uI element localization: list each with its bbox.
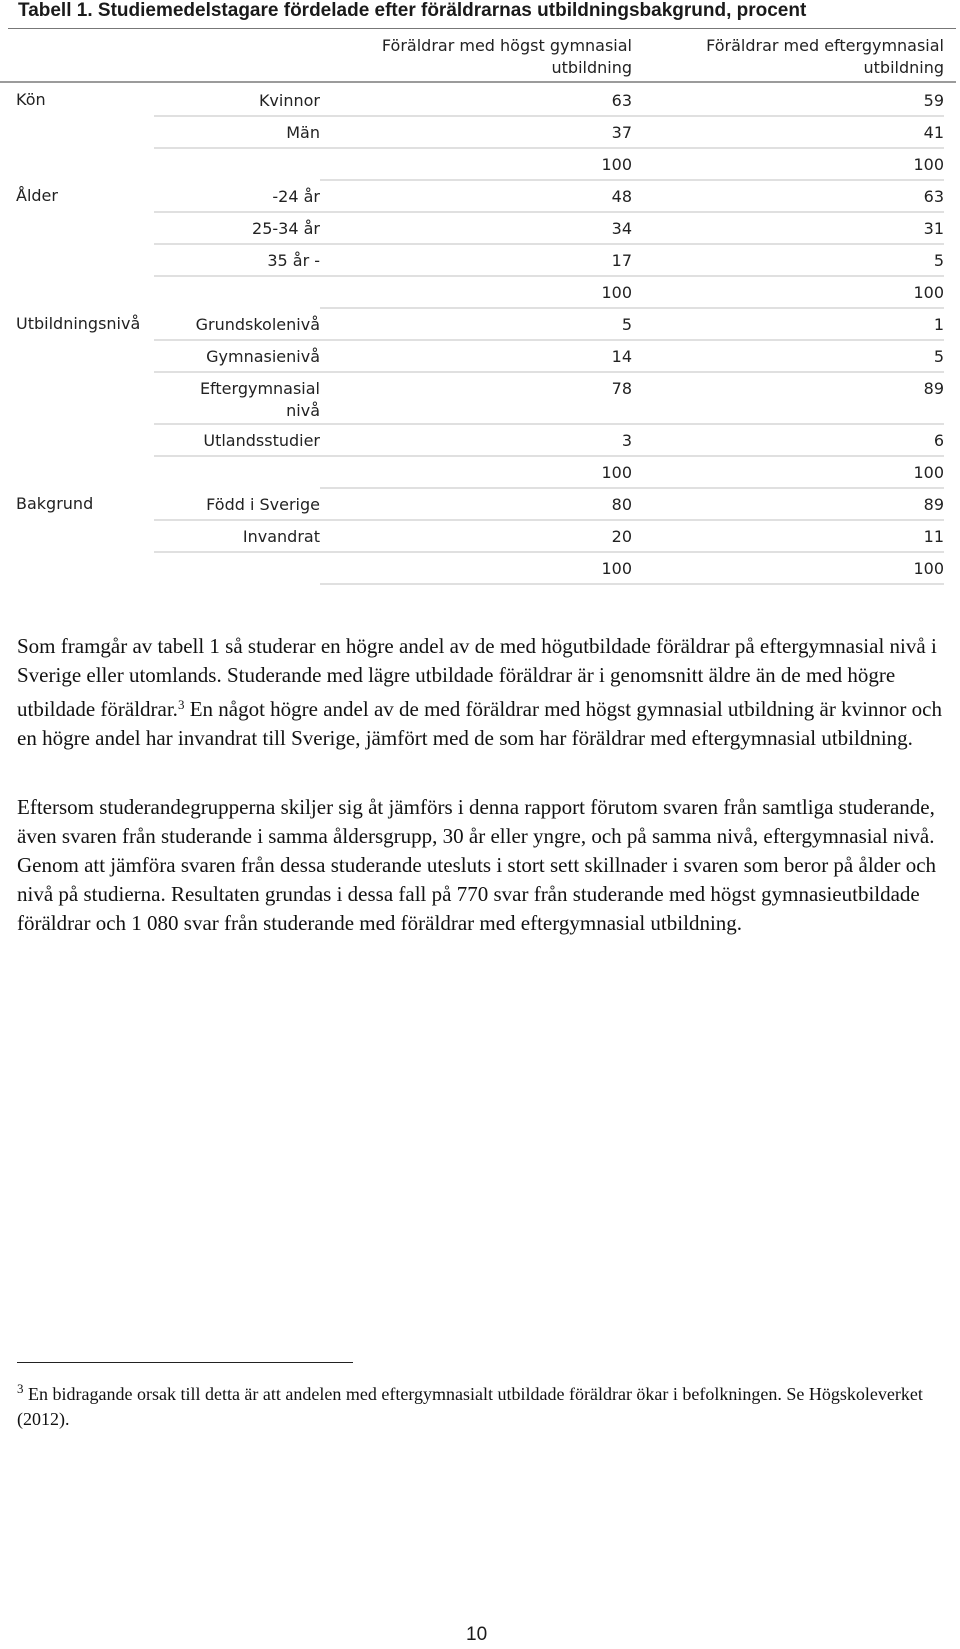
paragraph-1 bbox=[17, 632, 942, 753]
col-header-gymnasial: Föräldrar med högst gymnasial utbildning bbox=[381, 36, 632, 77]
row-label: 35 år - bbox=[154, 250, 320, 277]
row-group: Bakgrund bbox=[16, 494, 94, 513]
row-label: -24 år bbox=[154, 186, 320, 213]
footnote bbox=[17, 1376, 937, 1432]
table-row-total bbox=[0, 551, 956, 583]
table-caption: Tabell 1. Studiemedelstagare fördelade efter föräldrarnas utbildningsbakgrund, procent bbox=[18, 0, 807, 21]
paragraph-1-text-cont: En något högre andel av de med föräldrar med högst gymnasial utbildning är kvinnor och en högre andel har invandrat till Sverige, jämfört med de som har föräldrar med eftergymnasial utbildning. bbox=[17, 697, 942, 750]
cell-eftergymnasial: 63 bbox=[632, 186, 944, 213]
table-row-total bbox=[0, 147, 956, 179]
cell-eftergymnasial: 100 bbox=[632, 282, 944, 309]
cell-eftergymnasial: 11 bbox=[632, 526, 944, 553]
cell-eftergymnasial: 1 bbox=[632, 314, 944, 341]
row-label: Eftergymnasial nivå bbox=[154, 378, 320, 425]
cell-gymnasial: 20 bbox=[320, 526, 632, 553]
cell-eftergymnasial: 89 bbox=[632, 378, 944, 425]
paragraph-2-text: Eftersom studerandegrupperna skiljer sig åt jämförs i denna rapport förutom svaren från samtliga studerande, även svaren från studerande i samma åldersgrupp, 30 år eller yngre, och på samma nivå, eftergymnasial nivå. Genom att jämföra svaren från dessa studerande utesluts i stort sett skillnader i svaren som beror på ålder och nivå på studierna. Resultaten grundas i dessa fall på 770 svar från studerande med högst gymnasieutbildade föräldrar och 1 080 svar från studerande med föräldrar med eftergymnasial utbildning. bbox=[17, 795, 937, 935]
cell-eftergymnasial: 100 bbox=[632, 558, 944, 585]
row-label: Män bbox=[154, 122, 320, 149]
cell-gymnasial: 48 bbox=[320, 186, 632, 213]
cell-gymnasial: 34 bbox=[320, 218, 632, 245]
row-label bbox=[154, 282, 320, 285]
table-row bbox=[0, 519, 956, 551]
row-label bbox=[154, 558, 320, 561]
cell-eftergymnasial: 89 bbox=[632, 494, 944, 521]
row-group: Utbildningsnivå bbox=[16, 314, 141, 333]
paragraph-1-text: Som framgår av tabell 1 så studerar en högre andel av de med högutbildade föräldrar på eftergymnasial nivå i Sverige eller utomlands. Studerande med lägre utbildade föräldrar är i genomsnitt äldre än de med högre utbildade föräldrar. bbox=[17, 634, 937, 721]
cell-eftergymnasial: 5 bbox=[632, 250, 944, 277]
cell-gymnasial: 37 bbox=[320, 122, 632, 149]
row-label: Född i Sverige bbox=[154, 494, 320, 521]
paragraph-2 bbox=[17, 793, 942, 938]
row-label bbox=[154, 154, 320, 157]
table-row bbox=[0, 83, 956, 115]
row-label bbox=[154, 462, 320, 465]
cell-eftergymnasial: 6 bbox=[632, 430, 944, 457]
table-row-total bbox=[0, 455, 956, 487]
footnote-separator bbox=[17, 1362, 353, 1363]
row-label: Kvinnor bbox=[154, 90, 320, 117]
table-row-total bbox=[0, 275, 956, 307]
table-row bbox=[0, 307, 956, 339]
table-row bbox=[0, 179, 956, 211]
page-number: 10 bbox=[466, 1624, 488, 1645]
row-label: Invandrat bbox=[154, 526, 320, 553]
row-label: Gymnasienivå bbox=[154, 346, 320, 373]
cell-gymnasial: 100 bbox=[320, 154, 632, 181]
row-group: Ålder bbox=[16, 186, 58, 205]
cell-eftergymnasial: 100 bbox=[632, 462, 944, 489]
cell-gymnasial: 80 bbox=[320, 494, 632, 521]
cell-gymnasial: 3 bbox=[320, 430, 632, 457]
data-table bbox=[0, 28, 956, 583]
col-header-eftergymnasial: Föräldrar med eftergymnasial utbildning bbox=[706, 36, 944, 77]
cell-gymnasial: 100 bbox=[320, 462, 632, 489]
table-row bbox=[0, 371, 956, 423]
row-group: Kön bbox=[16, 90, 46, 109]
table-row bbox=[0, 487, 956, 519]
table-row bbox=[0, 423, 956, 455]
footnote-number: 3 bbox=[17, 1381, 24, 1396]
cell-eftergymnasial: 41 bbox=[632, 122, 944, 149]
cell-gymnasial: 5 bbox=[320, 314, 632, 341]
cell-gymnasial: 100 bbox=[320, 558, 632, 585]
row-label: Grundskolenivå bbox=[154, 314, 320, 341]
table-row bbox=[0, 339, 956, 371]
row-label: 25-34 år bbox=[154, 218, 320, 245]
cell-eftergymnasial: 100 bbox=[632, 154, 944, 181]
cell-gymnasial: 14 bbox=[320, 346, 632, 373]
cell-eftergymnasial: 31 bbox=[632, 218, 944, 245]
cell-gymnasial: 78 bbox=[320, 378, 632, 425]
cell-eftergymnasial: 59 bbox=[632, 90, 944, 117]
cell-gymnasial: 63 bbox=[320, 90, 632, 117]
footnote-text: En bidragande orsak till detta är att andelen med eftergymnasialt utbildade föräldrar ökar i befolkningen. Se Högskoleverket (2012). bbox=[17, 1384, 923, 1429]
table-header bbox=[0, 29, 956, 83]
table-row bbox=[0, 243, 956, 275]
table-row bbox=[0, 211, 956, 243]
row-label: Utlandsstudier bbox=[154, 430, 320, 457]
cell-gymnasial: 17 bbox=[320, 250, 632, 277]
footnote-reference[interactable]: 3 bbox=[177, 697, 185, 712]
cell-eftergymnasial: 5 bbox=[632, 346, 944, 373]
table-row bbox=[0, 115, 956, 147]
cell-gymnasial: 100 bbox=[320, 282, 632, 309]
